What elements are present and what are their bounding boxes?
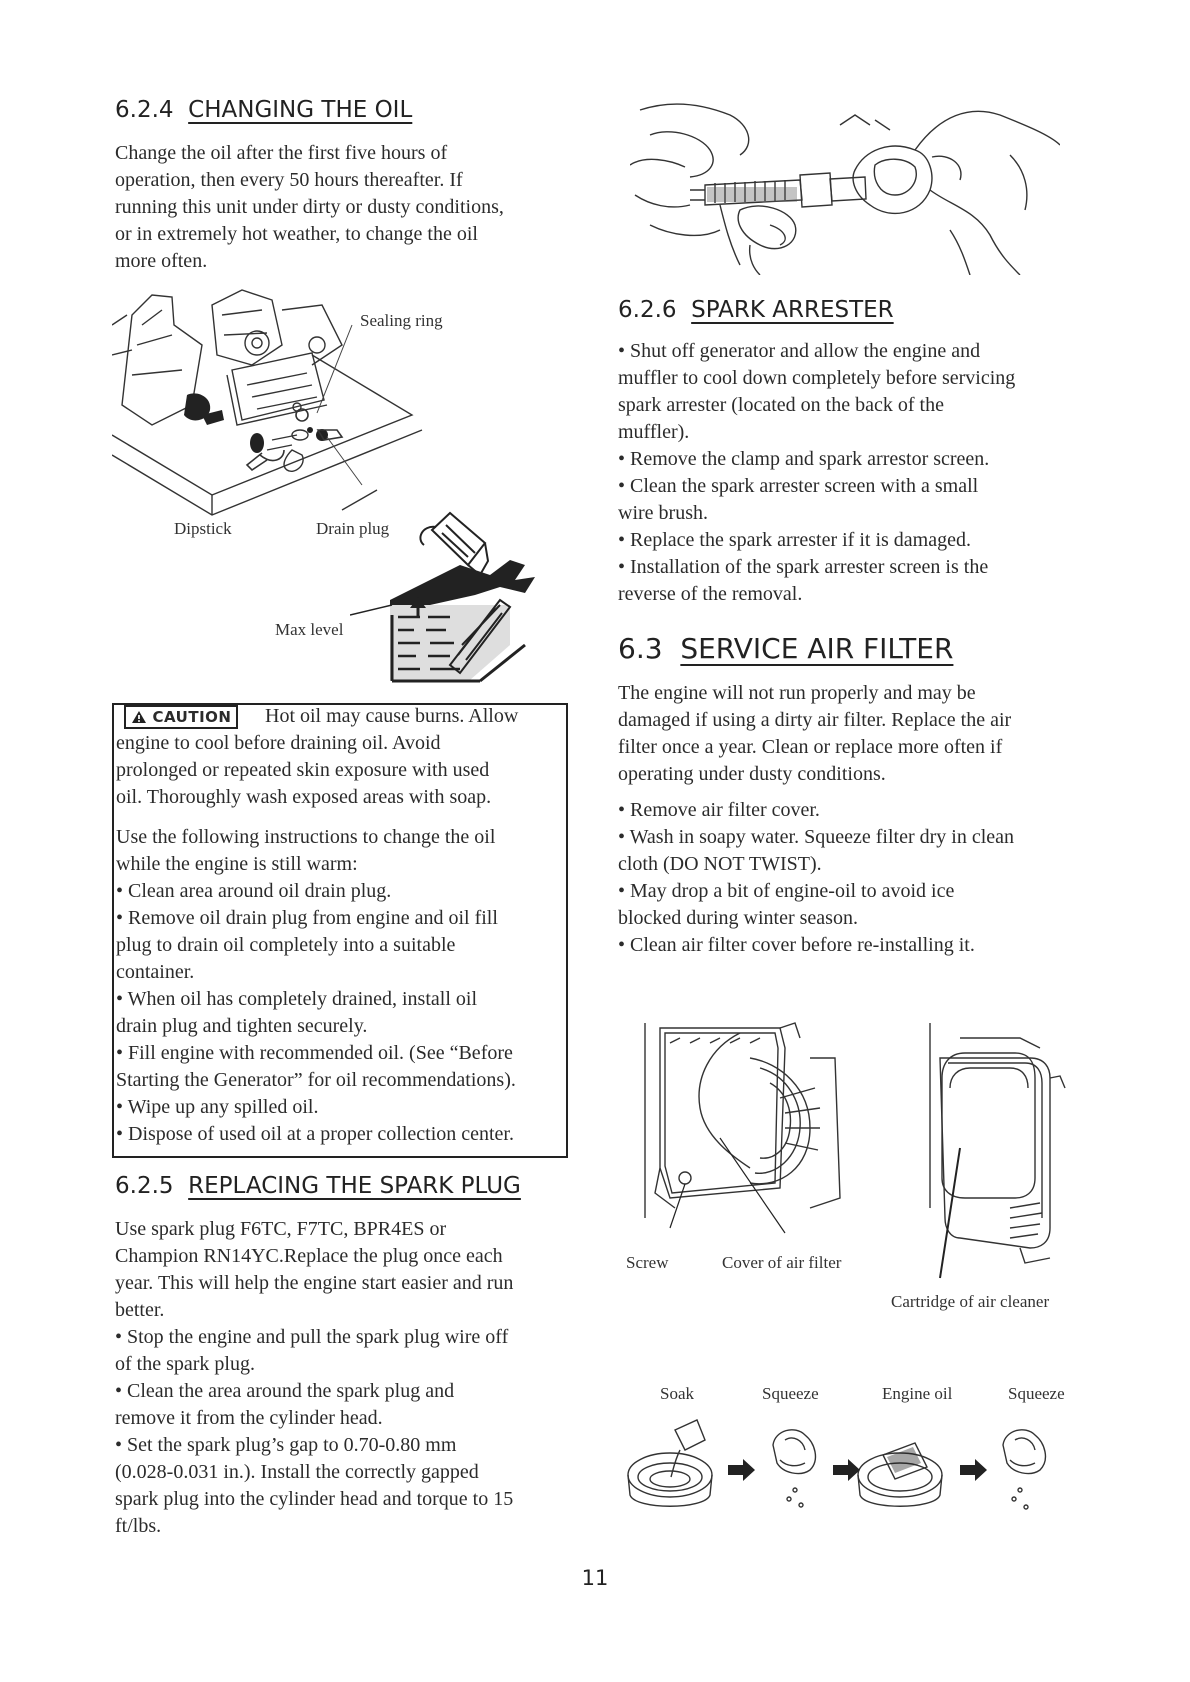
- air-cleaner-cartridge-illustration: [920, 1018, 1070, 1288]
- spark-arrester-text: • Shut off generator and allow the engine and muffler to cool down completely before servicing spark arrester (located on the back of the muffler). • Remove the clamp and spark arrestor screen. • Clean the spark arrester screen with a small wire brush. • Replace the spark arrester if it is damaged. • Installation of the spark arrester screen is the reverse of the removal.: [618, 340, 1016, 605]
- step-label-engine-oil: Engine oil: [882, 1384, 953, 1403]
- caution-text: Hot oil may cause burns. Allow engine to cool before draining oil. Avoid prolonged or repeated skin exposure with used oil. Thoroughly wash exposed areas with soap.: [116, 705, 519, 808]
- caution-badge: CAUTION: [124, 705, 238, 729]
- spark-plug-illustration: [630, 95, 1060, 275]
- page-number: 11: [581, 1566, 609, 1590]
- label-dipstick: Dipstick: [174, 519, 232, 538]
- arrow-icon: [960, 1459, 987, 1481]
- arrow-icon: [728, 1459, 755, 1481]
- heading-changing-oil: 6.2.4 CHANGING THE OIL: [115, 97, 413, 123]
- label-cartridge-air-cleaner: Cartridge of air cleaner: [891, 1292, 1050, 1311]
- spark-plug-text: Use spark plug F6TC, F7TC, BPR4ES or Champion RN14YC.Replace the plug once each year. This will help the engine start easier and run better. • Stop the engine and pull the spark plug wire off of the spark plug. • Clean the area around the spark plug and remove it from the cylinder head. • Set the spark plug’s gap to 0.70-0.80 mm (0.028-0.031 in.). Install the correctly gapped spark plug into the cylinder head and torque to 15 ft/lbs.: [115, 1218, 514, 1537]
- heading-service-air-filter: 6.3 SERVICE AIR FILTER: [618, 632, 954, 665]
- oil-fill-max-level-illustration: [350, 505, 580, 685]
- label-cover-air-filter: Cover of air filter: [722, 1253, 842, 1272]
- arrow-icon: [833, 1459, 860, 1481]
- label-screw: Screw: [626, 1253, 669, 1272]
- air-filter-intro: The engine will not run properly and may be damaged if using a dirty air filter. Replace the air filter once a year. Clean or replace more often if operating under dusty conditions.: [618, 682, 1012, 785]
- label-sealing-ring: Sealing ring: [360, 311, 443, 330]
- step-label-soak: Soak: [660, 1384, 694, 1403]
- air-filter-bullets: • Remove air filter cover. • Wash in soapy water. Squeeze filter dry in clean cloth (DO NOT TWIST). • May drop a bit of engine-oil to avoid ice blocked during winter season. • Clean air filter cover before re-installing it.: [618, 799, 1015, 956]
- label-max-level: Max level: [275, 620, 344, 639]
- heading-spark-arrester: 6.2.6 SPARK ARRESTER: [618, 297, 894, 323]
- step-label-squeeze-1: Squeeze: [762, 1384, 819, 1403]
- step-label-squeeze-2: Squeeze: [1008, 1384, 1065, 1403]
- changing-oil-intro: Change the oil after the first five hours of operation, then every 50 hours thereafter. If running this unit under dirty or dusty conditions, or in extremely hot weather, to change the oil more often.: [115, 142, 504, 272]
- air-filter-cover-illustration: [640, 1018, 880, 1258]
- oil-change-instructions: Use the following instructions to change the oil while the engine is still warm: • Clean area around oil drain plug. • Remove oil drain plug from engine and oil fill plug to drain oil completely into a suitable container. • When oil has completely drained, install oil drain plug and tighten securely. • Fill engine with recommended oil. (See “Before Starting the Generator” for oil recommendations). • Wipe up any spilled oil. • Dispose of used oil at a proper collection center.: [116, 826, 516, 1145]
- label-drain-plug: Drain plug: [316, 519, 390, 538]
- heading-replacing-spark-plug: 6.2.5 REPLACING THE SPARK PLUG: [115, 1173, 521, 1199]
- air-filter-steps-illustration: [625, 1415, 1075, 1520]
